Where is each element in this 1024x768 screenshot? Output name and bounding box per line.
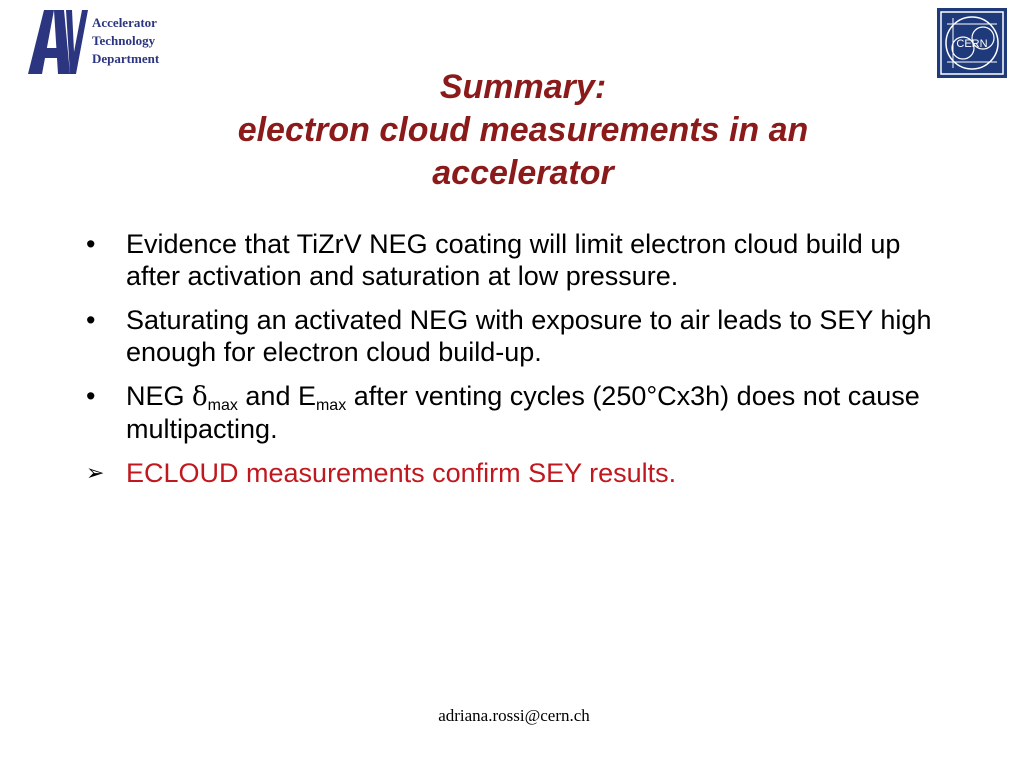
logo-line-2: Technology xyxy=(92,33,156,48)
footer-email: adriana.rossi@cern.ch xyxy=(438,706,590,725)
cern-label: CERN xyxy=(956,38,988,50)
bullet-text-part: after venting cycles (250°Cx3h) does not cause multipacting. xyxy=(126,381,920,444)
logo-line-3: Department xyxy=(92,51,160,66)
title-line-1: Summary: xyxy=(439,68,607,106)
bullet-item-highlight xyxy=(86,457,946,489)
bullet-item xyxy=(86,380,946,445)
bullet-text: Saturating an activated NEG with exposure to air leads to SEY high enough for electron cloud build-up. xyxy=(126,305,932,367)
bullet-text-part: and E xyxy=(237,381,316,411)
bullet-mark: • xyxy=(86,305,96,335)
slide-title xyxy=(0,66,1024,195)
bullet-mark: • xyxy=(86,229,96,259)
logo-line-1: Accelerator xyxy=(92,15,157,30)
bullet-item xyxy=(86,304,946,368)
bullet-text: ECLOUD measurements confirm SEY results. xyxy=(126,458,677,488)
bullet-text: Evidence that TiZrV NEG coating will limit electron cloud build up after activation and saturation at low pressure. xyxy=(126,229,901,291)
subscript-max: max xyxy=(207,397,238,414)
footer xyxy=(0,706,1024,726)
title-line-3: accelerator xyxy=(432,154,614,192)
subscript-max: max xyxy=(315,397,347,414)
bullet-item xyxy=(86,228,946,292)
bullet-list xyxy=(86,228,946,501)
arrow-bullet-icon: ➢ xyxy=(86,460,105,485)
bullet-text-part: NEG xyxy=(126,381,193,411)
bullet-mark: • xyxy=(86,381,96,411)
title-line-2: electron cloud measurements in an xyxy=(237,111,809,149)
bullet-text xyxy=(126,381,920,444)
delta-symbol: δ xyxy=(192,382,208,412)
